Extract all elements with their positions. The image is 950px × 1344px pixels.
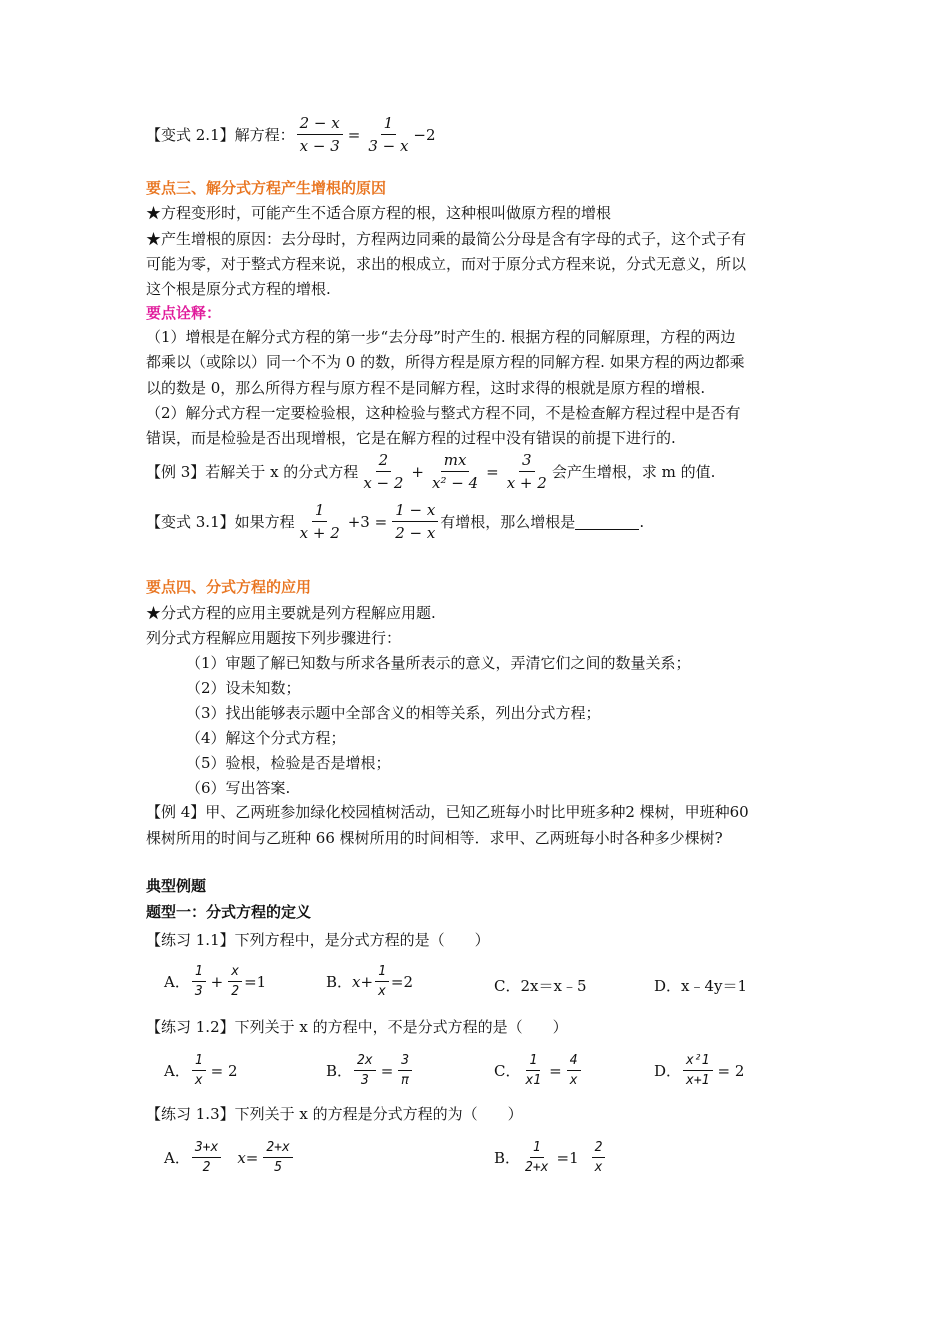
option-label: B． xyxy=(326,973,353,991)
step-item: （6）写出答案. xyxy=(186,779,291,797)
denominator: x1 xyxy=(525,1073,542,1088)
option-label: A． xyxy=(164,1149,190,1167)
step-item: （2）设未知数； xyxy=(186,679,301,697)
fraction xyxy=(263,1140,292,1175)
fraction xyxy=(297,501,343,542)
option-c[interactable] xyxy=(494,975,587,996)
fraction xyxy=(567,1053,581,1088)
answer-blank xyxy=(575,513,639,530)
numerator: 1 − x xyxy=(392,501,438,522)
fraction xyxy=(592,1140,606,1175)
step-item: （1）审题了解已知数与所求各量所表示的意义，弄清它们之间的数量关系； xyxy=(186,654,691,672)
notes-line: （2）解分式方程一定要检验根，这种检验与整式方程不同，不是检查解方程过程中是否有 xyxy=(146,404,741,422)
plus-sign: + xyxy=(210,972,224,991)
numerator: 1 xyxy=(375,964,389,982)
equation-tail: =1 xyxy=(244,972,267,991)
typical-title: 典型例题 xyxy=(146,877,207,895)
notes-line: 都乘以（或除以）同一个不为 0 的数，所得方程是原方程的同解方程. 如果方程的两边都乘 xyxy=(146,353,745,371)
notes-line: （1）增根是在解分式方程的第一步“去分母”时产生的. 根据方程的同解原理，方程的两边 xyxy=(146,328,736,346)
fraction xyxy=(522,1140,551,1175)
numerator: 3+x xyxy=(192,1140,221,1158)
fraction xyxy=(504,451,550,492)
section-3-title: 要点三、解分式方程产生增根的原因 xyxy=(146,179,387,197)
numerator: 1 xyxy=(192,964,206,982)
notes-title: 要点诠释： xyxy=(146,304,222,322)
denominator: 3 − x xyxy=(368,137,409,155)
option-b[interactable] xyxy=(494,1140,607,1175)
option-label: A． xyxy=(164,1062,190,1080)
numerator: 1 xyxy=(526,1053,540,1071)
option-label: D． xyxy=(654,1062,682,1080)
denominator: 2 − x xyxy=(395,524,436,542)
denominator: x − 2 xyxy=(363,474,404,492)
equals-sign: = xyxy=(347,125,361,144)
option-a[interactable] xyxy=(164,1140,295,1175)
denominator: x xyxy=(594,1160,603,1175)
equation-middle: x= xyxy=(237,1148,259,1167)
denominator: x² − 4 xyxy=(432,474,479,492)
fraction xyxy=(192,1140,221,1175)
fraction xyxy=(360,451,406,492)
fraction xyxy=(392,501,438,542)
denominator: 2 xyxy=(231,984,240,999)
numerator: x²1 xyxy=(683,1053,712,1071)
numerator: 3 xyxy=(398,1053,412,1071)
fraction xyxy=(192,1053,206,1088)
section-3-line: 这个根是原分式方程的增根. xyxy=(146,280,331,298)
fraction xyxy=(522,1053,544,1088)
option-label: C． xyxy=(494,977,521,995)
section-3-line: ★产生增根的原因：去分母时，方程两边同乘的最简公分母是含有字母的式子，这个式子有 xyxy=(146,230,747,248)
fraction xyxy=(398,1053,412,1088)
equals-sign: = xyxy=(380,1061,394,1080)
question-type-title: 题型一：分式方程的定义 xyxy=(146,903,312,921)
numerator: mx xyxy=(441,451,470,472)
notes-line: 错误，而是检验是否出现增根，它是在解方程的过程中没有错误的前提下进行的. xyxy=(146,429,676,447)
numerator: 1 xyxy=(530,1140,544,1158)
option-b[interactable] xyxy=(326,1053,414,1088)
option-d[interactable] xyxy=(654,1053,747,1088)
equation-tail: = 2 xyxy=(210,1061,238,1080)
exercise-1-3-question: 【练习 1.3】下列关于 x 的方程是分式方程的为（ ） xyxy=(146,1105,523,1123)
fraction xyxy=(683,1053,712,1088)
example-4-line: 【例 4】甲、乙两班参加绿化校园植树活动，已知乙班每小时比甲班多种2 棵树，甲班种60 xyxy=(146,803,749,821)
option-label: D． xyxy=(654,977,682,995)
numerator: 1 xyxy=(312,501,328,522)
option-a[interactable] xyxy=(164,964,266,999)
option-label: B． xyxy=(494,1149,521,1167)
denominator: x+1 xyxy=(686,1073,710,1088)
exercise-1-1-question: 【练习 1.1】下列方程中，是分式方程的是（ ） xyxy=(146,931,490,949)
numerator: 3 xyxy=(519,451,535,472)
step-item: （3）找出能够表示题中全部含义的相等关系，列出分式方程； xyxy=(186,704,601,722)
equation-tail: −2 xyxy=(413,125,436,144)
denominator: x + 2 xyxy=(299,524,340,542)
period: . xyxy=(639,512,645,531)
fraction xyxy=(354,1053,376,1088)
option-label: A． xyxy=(164,973,190,991)
equals-sign: = xyxy=(549,1061,562,1080)
section-3-line: ★方程变形时，可能产生不适合原方程的根，这种根叫做原方程的增根 xyxy=(146,204,612,222)
option-d[interactable] xyxy=(654,975,747,996)
plus-sign: + xyxy=(411,462,424,481)
numerator: 2 xyxy=(592,1140,606,1158)
equation-middle: =1 xyxy=(556,1148,579,1167)
example-4-line: 棵树所用的时间与乙班种 66 棵树所用的时间相等．求甲、乙两班每小时各种多少棵树? xyxy=(146,829,723,847)
example-3 xyxy=(146,451,715,492)
fraction xyxy=(297,114,343,155)
denominator: 3 xyxy=(360,1073,369,1088)
equals-sign: = xyxy=(486,462,499,481)
numerator: 2+x xyxy=(263,1140,292,1158)
fraction xyxy=(429,451,481,492)
section-4-title: 要点四、分式方程的应用 xyxy=(146,578,312,596)
option-c[interactable] xyxy=(494,1053,583,1088)
denominator: 2 xyxy=(202,1160,211,1175)
numerator: 2 xyxy=(376,451,392,472)
denominator: x + 2 xyxy=(506,474,547,492)
equation-tail: =2 xyxy=(390,972,414,991)
numerator: 2x xyxy=(354,1053,376,1071)
equation-tail: = 2 xyxy=(717,1061,745,1080)
fraction xyxy=(192,964,206,999)
option-label: C． xyxy=(494,1062,521,1080)
numerator: 4 xyxy=(567,1053,581,1071)
denominator: x xyxy=(194,1073,203,1088)
denominator: 3 xyxy=(194,984,203,999)
exercise-1-2-question: 【练习 1.2】下列关于 x 的方程中，不是分式方程的是（ ） xyxy=(146,1018,568,1036)
variant-3-1-prefix: 【变式 3.1】如果方程 xyxy=(146,512,295,531)
variant-3-1-suffix: 有增根，那么增根是 xyxy=(440,512,576,531)
option-b[interactable] xyxy=(326,964,413,999)
denominator: 2+x xyxy=(525,1160,549,1175)
numerator: x xyxy=(228,964,242,982)
equation-middle: +3 = xyxy=(347,512,388,531)
step-item: （4）解这个分式方程； xyxy=(186,729,346,747)
option-a[interactable] xyxy=(164,1053,241,1088)
variant-3-1 xyxy=(146,501,644,542)
variant-2-1 xyxy=(146,114,436,155)
equation-head: x+ xyxy=(352,972,374,991)
section-4-line: 列分式方程解应用题按下列步骤进行： xyxy=(146,629,402,647)
section-3-line: 可能为零，对于整式方程来说，求出的根成立，而对于原分式方程来说，分式无意义，所以 xyxy=(146,255,747,273)
fraction xyxy=(375,964,389,999)
denominator: x xyxy=(378,984,386,999)
option-label: B． xyxy=(326,1062,353,1080)
fraction xyxy=(228,964,242,999)
fraction xyxy=(365,114,411,155)
denominator: π xyxy=(401,1073,410,1088)
notes-line: 以的数是 0，那么所得方程与原方程不是同解方程，这时求得的根就是原方程的增根. xyxy=(146,379,706,397)
numerator: 1 xyxy=(381,114,397,135)
example-3-prefix: 【例 3】若解关于 x 的分式方程 xyxy=(146,462,359,481)
numerator: 2 − x xyxy=(297,114,343,135)
variant-2-1-prefix: 【变式 2.1】解方程： xyxy=(146,125,295,144)
example-3-suffix: 会产生增根，求 m 的值. xyxy=(551,462,716,481)
denominator: 5 xyxy=(274,1160,283,1175)
numerator: 1 xyxy=(192,1053,206,1071)
denominator: x − 3 xyxy=(299,137,340,155)
step-item: （5）验根，检验是否是增根； xyxy=(186,754,391,772)
denominator: x xyxy=(569,1073,578,1088)
section-4-line: ★分式方程的应用主要就是列方程解应用题. xyxy=(146,604,436,622)
equation-text: 2x＝x﹣5 xyxy=(520,977,587,995)
equation-text: x﹣4y＝1 xyxy=(681,977,748,995)
